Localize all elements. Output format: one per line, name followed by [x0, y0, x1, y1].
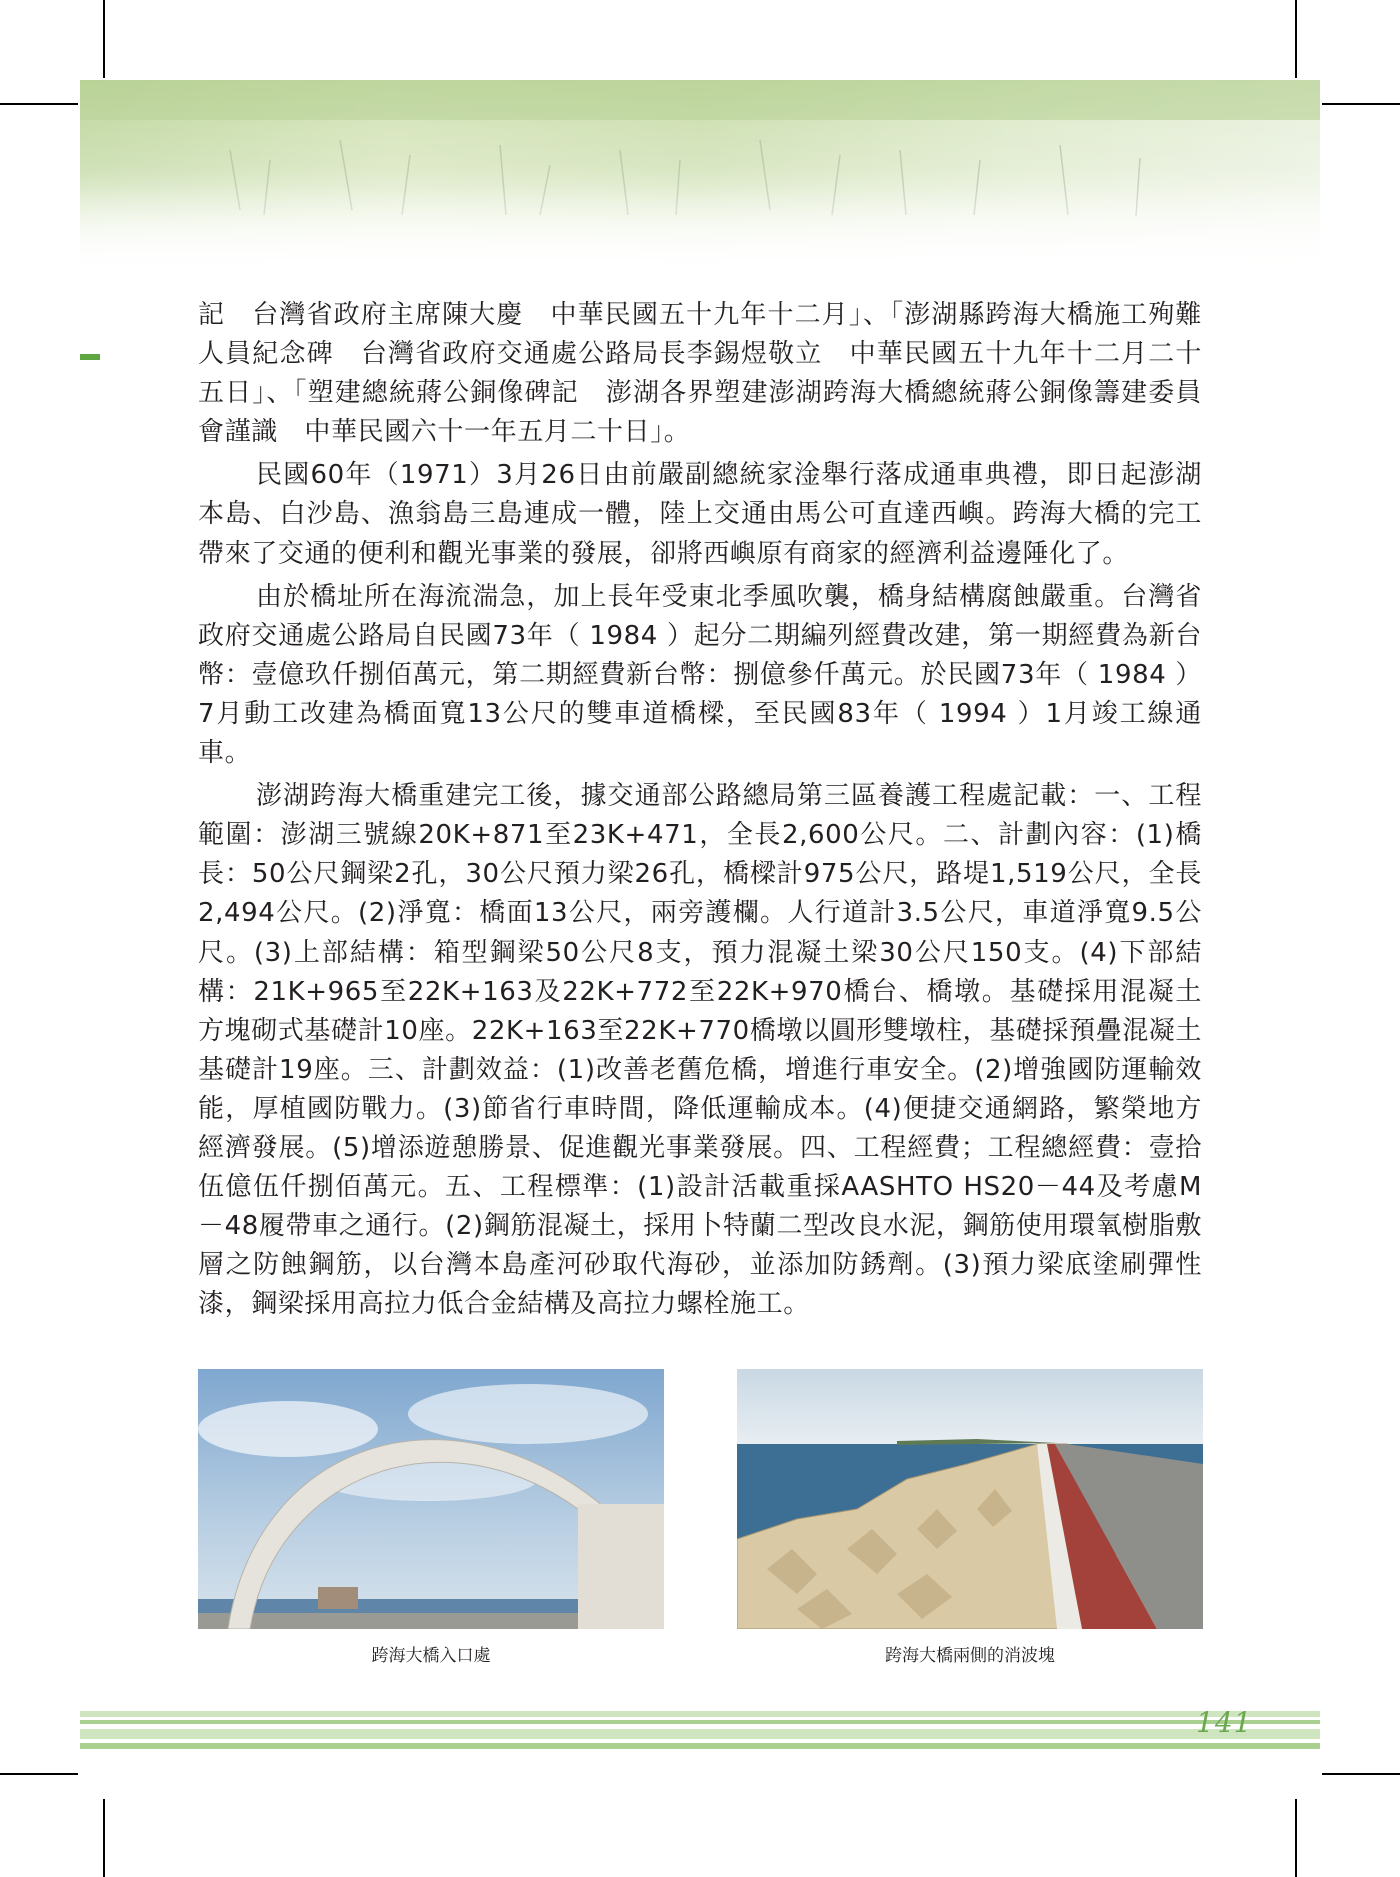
footer-band-4 — [80, 1743, 1320, 1749]
header-grass-banner — [80, 80, 1320, 275]
photo-tetrapods — [737, 1369, 1203, 1629]
footer-band-1 — [80, 1711, 1320, 1717]
footer-band-3 — [80, 1729, 1320, 1739]
photo-bridge-entrance — [198, 1369, 664, 1629]
crop-mark-bottom-left-v — [103, 1799, 105, 1877]
paragraph-2: 民國60年（1971）3月26日由前嚴副總統家淦舉行落成通車典禮，即日起澎湖本島、白沙島、漁翁島三島連成一體，陸上交通由馬公可直達西嶼。跨海大橋的完工帶來了交通的便利和觀光事業的發展，卻將西嶼原有商家的經濟利益邊陲化了。 — [198, 460, 1202, 569]
green-side-marker — [80, 354, 100, 360]
paragraph-3: 由於橋址所在海流湍急，加上長年受東北季風吹襲，橋身結構腐蝕嚴重。台灣省政府交通處公路局自民國73年（ 1984 ）起分二期編列經費改建，第一期經費為新台幣：壹億玖仟捌佰萬元，第二期經費新台幣：捌億參仟萬元。於民國73年（ 1984 ）7月動工改建為橋面寬13公尺的雙車道橋樑，至民國83年（ 1994 ）1月竣工線通車。 — [198, 581, 1202, 769]
crop-mark-bottom-right-v — [1295, 1799, 1297, 1877]
crop-mark-bottom-left-h — [0, 1773, 78, 1775]
crop-mark-bottom-right-h — [1322, 1773, 1400, 1775]
article-body — [198, 296, 1202, 1328]
crop-mark-top-left-h — [0, 103, 78, 105]
page-number: 141 — [1196, 1706, 1253, 1739]
caption-right: 跨海大橋兩側的消波塊 — [885, 1646, 1055, 1666]
crop-mark-top-right-v — [1295, 0, 1297, 78]
caption-left: 跨海大橋入口處 — [371, 1646, 491, 1666]
crop-mark-top-left-v — [103, 0, 105, 78]
paragraph-1: 記 台灣省政府主席陳大慶 中華民國五十九年十二月」、「澎湖縣跨海大橋施工殉難人員紀念碑 台灣省政府交通處公路局長李錫煜敬立 中華民國五十九年十二月二十五日」、「塑建總統蔣公銅像碑記 澎湖各界塑建澎湖跨海大橋總統蔣公銅像籌建委員會謹識 中華民國六十一年五月二十日」。 — [198, 300, 1202, 448]
paragraph-4: 澎湖跨海大橋重建完工後，據交通部公路總局第三區養護工程處記載：一、工程範圍：澎湖三號線20K+871至23K+471，全長2,600公尺。二、計劃內容：(1)橋長：50公尺鋼梁2孔，30公尺預力梁26孔，橋樑計975公尺，路堤1,519公尺，全長2,494公尺。(2)淨寬：橋面13公尺，兩旁護欄。人行道計3.5公尺，車道淨寬9.5公尺。(3)上部結構：箱型鋼梁50公尺8支，預力混凝土梁30公尺150支。(4)下部結構：21K+965至22K+163及22K+772至22K+970橋台、橋墩。基礎採用混凝土方塊砌式基礎計10座。22K+163至22K+770橋墩以圓形雙墩柱，基礎採預疊混凝土基礎計19座。三、計劃效益：(1)改善老舊危橋，增進行車安全。(2)增強國防運輸效能，厚植國防戰力。(3)節省行車時間，降低運輸成本。(4)便捷交通網路，繁榮地方經濟發展。(5)增添遊憩勝景、促進觀光事業發展。四、工程經費；工程總經費：壹拾伍億伍仟捌佰萬元。五、工程標準：(1)設計活載重採AASHTO HS20－44及考慮M－48履帶車之通行。(2)鋼筋混凝土，採用卜特蘭二型改良水泥，鋼筋使用環氧樹脂敷層之防蝕鋼筋，以台灣本島產河砂取代海砂，並添加防銹劑。(3)預力梁底塗刷彈性漆，鋼梁採用高拉力低合金結構及高拉力螺栓施工。 — [198, 781, 1202, 1320]
footer-band-2 — [80, 1720, 1320, 1724]
crop-mark-top-right-h — [1322, 103, 1400, 105]
